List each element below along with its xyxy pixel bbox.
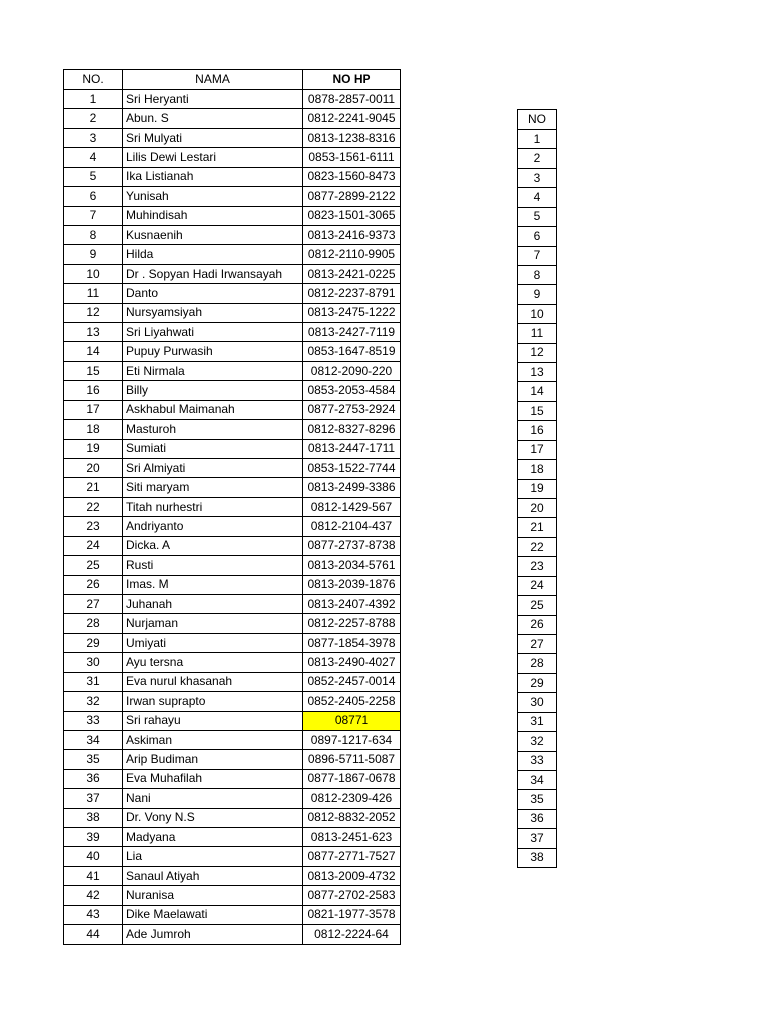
contact-name: Nuranisa — [123, 886, 303, 905]
table-row — [64, 225, 401, 244]
phone-number: 0813-2451-623 — [303, 828, 401, 847]
table-row — [64, 206, 401, 225]
contact-name: Irwan suprapto — [123, 692, 303, 711]
number-row — [518, 479, 557, 498]
number-cell: 27 — [518, 634, 557, 653]
number-cell: 17 — [518, 440, 557, 459]
phone-number: 0813-2009-4732 — [303, 866, 401, 885]
number-row — [518, 149, 557, 168]
table-row — [64, 459, 401, 478]
contact-name: Kusnaenih — [123, 225, 303, 244]
table-row — [64, 439, 401, 458]
number-row — [518, 634, 557, 653]
number-row — [518, 265, 557, 284]
phone-number: 0852-2405-2258 — [303, 692, 401, 711]
number-row — [518, 285, 557, 304]
contact-name: Dr . Sopyan Hadi Irwansayah — [123, 264, 303, 283]
contact-name: Sri Mulyati — [123, 128, 303, 147]
contact-name: Sanaul Atiyah — [123, 866, 303, 885]
phone-number: 0813-2039-1876 — [303, 575, 401, 594]
number-cell: 33 — [518, 751, 557, 770]
number-row — [518, 246, 557, 265]
number-cell: 5 — [518, 207, 557, 226]
row-number: 13 — [64, 323, 123, 342]
number-cell: 38 — [518, 848, 557, 867]
number-cell: 15 — [518, 401, 557, 420]
phone-number: 0813-2427-7119 — [303, 323, 401, 342]
header-no: NO. — [64, 70, 123, 90]
row-number: 7 — [64, 206, 123, 225]
number-cell: 21 — [518, 518, 557, 537]
row-number: 40 — [64, 847, 123, 866]
number-row — [518, 654, 557, 673]
contact-name: Dike Maelawati — [123, 905, 303, 924]
phone-number: 0813-2416-9373 — [303, 225, 401, 244]
number-cell: 22 — [518, 537, 557, 556]
table-row — [64, 148, 401, 167]
contact-name: Juhanah — [123, 594, 303, 613]
table-row — [64, 633, 401, 652]
table-row — [64, 886, 401, 905]
number-row — [518, 596, 557, 615]
number-header-row — [518, 110, 557, 130]
contact-name: Sri Liyahwati — [123, 323, 303, 342]
phone-number: 0853-1561-6111 — [303, 148, 401, 167]
number-cell: 26 — [518, 615, 557, 634]
phone-number: 0812-2257-8788 — [303, 614, 401, 633]
row-number: 38 — [64, 808, 123, 827]
number-row — [518, 421, 557, 440]
row-number: 5 — [64, 167, 123, 186]
table-row — [64, 381, 401, 400]
number-cell: 7 — [518, 246, 557, 265]
phone-number: 0812-2241-9045 — [303, 109, 401, 128]
contact-name: Danto — [123, 284, 303, 303]
number-cell: 14 — [518, 382, 557, 401]
contact-name: Nani — [123, 789, 303, 808]
header-row — [64, 70, 401, 90]
table-row — [64, 323, 401, 342]
number-cell: 18 — [518, 460, 557, 479]
table-row — [64, 420, 401, 439]
phone-number: 0877-1854-3978 — [303, 633, 401, 652]
contact-name: Askhabul Maimanah — [123, 400, 303, 419]
number-cell: 31 — [518, 712, 557, 731]
phone-number: 0823-1501-3065 — [303, 206, 401, 225]
number-row — [518, 732, 557, 751]
phone-number: 0813-2490-4027 — [303, 653, 401, 672]
row-number: 14 — [64, 342, 123, 361]
number-row — [518, 168, 557, 187]
phone-number: 0877-2702-2583 — [303, 886, 401, 905]
number-cell: 29 — [518, 673, 557, 692]
table-row — [64, 497, 401, 516]
table-row — [64, 905, 401, 924]
number-row — [518, 770, 557, 789]
row-number: 44 — [64, 925, 123, 944]
number-cell: 20 — [518, 499, 557, 518]
contact-name: Sri Almiyati — [123, 459, 303, 478]
number-cell: 4 — [518, 188, 557, 207]
row-number: 20 — [64, 459, 123, 478]
header-nama: NAMA — [123, 70, 303, 90]
row-number: 34 — [64, 730, 123, 749]
phone-number: 0853-1522-7744 — [303, 459, 401, 478]
contact-name: Umiyati — [123, 633, 303, 652]
phone-number: 0812-2309-426 — [303, 789, 401, 808]
table-row — [64, 769, 401, 788]
number-cell: 8 — [518, 265, 557, 284]
number-row — [518, 304, 557, 323]
phone-number: 0813-2421-0225 — [303, 264, 401, 283]
table-row — [64, 187, 401, 206]
phone-number: 0812-8832-2052 — [303, 808, 401, 827]
phone-number: 0852-2457-0014 — [303, 672, 401, 691]
table-row — [64, 866, 401, 885]
row-number: 3 — [64, 128, 123, 147]
row-number: 15 — [64, 361, 123, 380]
number-cell: 10 — [518, 304, 557, 323]
number-cell: 36 — [518, 809, 557, 828]
phone-number: 0813-2475-1222 — [303, 303, 401, 322]
contact-name: Arip Budiman — [123, 750, 303, 769]
number-header: NO — [518, 110, 557, 130]
number-cell: 11 — [518, 324, 557, 343]
row-number: 22 — [64, 497, 123, 516]
row-number: 43 — [64, 905, 123, 924]
table-row — [64, 167, 401, 186]
phone-number: 0813-2447-1711 — [303, 439, 401, 458]
number-row — [518, 227, 557, 246]
phone-number: 0812-2224-64 — [303, 925, 401, 944]
number-cell: 1 — [518, 130, 557, 149]
number-cell: 30 — [518, 693, 557, 712]
number-row — [518, 712, 557, 731]
phone-number: 0853-1647-8519 — [303, 342, 401, 361]
phone-number: 0813-1238-8316 — [303, 128, 401, 147]
number-row — [518, 440, 557, 459]
contact-name: Rusti — [123, 556, 303, 575]
contact-table-body — [64, 90, 401, 945]
contact-name: Yunisah — [123, 187, 303, 206]
contact-name: Nurjaman — [123, 614, 303, 633]
number-cell: 37 — [518, 829, 557, 848]
row-number: 41 — [64, 866, 123, 885]
row-number: 2 — [64, 109, 123, 128]
table-row — [64, 789, 401, 808]
number-row — [518, 809, 557, 828]
row-number: 12 — [64, 303, 123, 322]
row-number: 29 — [64, 633, 123, 652]
table-row — [64, 517, 401, 536]
row-number: 36 — [64, 769, 123, 788]
row-number: 19 — [64, 439, 123, 458]
number-row — [518, 693, 557, 712]
row-number: 21 — [64, 478, 123, 497]
number-cell: 16 — [518, 421, 557, 440]
number-cell: 6 — [518, 227, 557, 246]
table-row — [64, 264, 401, 283]
contact-name: Eva Muhafilah — [123, 769, 303, 788]
phone-number: 0812-2104-437 — [303, 517, 401, 536]
row-number: 26 — [64, 575, 123, 594]
phone-number: 0821-1977-3578 — [303, 905, 401, 924]
number-row — [518, 207, 557, 226]
table-row — [64, 847, 401, 866]
row-number: 37 — [64, 789, 123, 808]
number-row — [518, 499, 557, 518]
row-number: 32 — [64, 692, 123, 711]
number-row — [518, 518, 557, 537]
contact-table — [63, 69, 401, 945]
row-number: 39 — [64, 828, 123, 847]
row-number: 42 — [64, 886, 123, 905]
table-row — [64, 478, 401, 497]
number-row — [518, 537, 557, 556]
row-number: 25 — [64, 556, 123, 575]
contact-name: Ayu tersna — [123, 653, 303, 672]
table-row — [64, 692, 401, 711]
number-cell: 2 — [518, 149, 557, 168]
number-cell: 9 — [518, 285, 557, 304]
contact-name: Dr. Vony N.S — [123, 808, 303, 827]
contact-name: Eva nurul khasanah — [123, 672, 303, 691]
table-row — [64, 653, 401, 672]
contact-name: Dicka. A — [123, 536, 303, 555]
row-number: 31 — [64, 672, 123, 691]
contact-name: Hilda — [123, 245, 303, 264]
contact-name: Askiman — [123, 730, 303, 749]
table-row — [64, 808, 401, 827]
number-row — [518, 576, 557, 595]
phone-number: 0853-2053-4584 — [303, 381, 401, 400]
table-row — [64, 109, 401, 128]
row-number: 28 — [64, 614, 123, 633]
row-number: 10 — [64, 264, 123, 283]
table-row — [64, 556, 401, 575]
row-number: 17 — [64, 400, 123, 419]
number-row — [518, 848, 557, 867]
phone-number: 0813-2034-5761 — [303, 556, 401, 575]
contact-name: Lilis Dewi Lestari — [123, 148, 303, 167]
contact-name: Sri Heryanti — [123, 90, 303, 109]
table-row — [64, 128, 401, 147]
table-row — [64, 303, 401, 322]
contact-name: Eti Nirmala — [123, 361, 303, 380]
number-row — [518, 615, 557, 634]
contact-name: Pupuy Purwasih — [123, 342, 303, 361]
phone-number: 0877-2899-2122 — [303, 187, 401, 206]
table-row — [64, 750, 401, 769]
number-row — [518, 363, 557, 382]
number-table-body — [518, 130, 557, 868]
number-row — [518, 751, 557, 770]
number-cell: 25 — [518, 596, 557, 615]
table-row — [64, 536, 401, 555]
contact-name: Muhindisah — [123, 206, 303, 225]
row-number: 35 — [64, 750, 123, 769]
table-row — [64, 342, 401, 361]
number-cell: 3 — [518, 168, 557, 187]
table-row — [64, 614, 401, 633]
phone-number: 0877-2771-7527 — [303, 847, 401, 866]
phone-number: 0812-2237-8791 — [303, 284, 401, 303]
phone-number: 0812-2090-220 — [303, 361, 401, 380]
contact-name: Andriyanto — [123, 517, 303, 536]
table-row — [64, 284, 401, 303]
contact-name: Ade Jumroh — [123, 925, 303, 944]
contact-name: Billy — [123, 381, 303, 400]
contact-name: Masturoh — [123, 420, 303, 439]
phone-number: 0813-2499-3386 — [303, 478, 401, 497]
contact-name: Lia — [123, 847, 303, 866]
number-cell: 19 — [518, 479, 557, 498]
contact-name: Madyana — [123, 828, 303, 847]
phone-number: 0896-5711-5087 — [303, 750, 401, 769]
number-row — [518, 460, 557, 479]
contact-name: Imas. M — [123, 575, 303, 594]
table-row — [64, 711, 401, 730]
contact-name: Abun. S — [123, 109, 303, 128]
row-number: 30 — [64, 653, 123, 672]
number-row — [518, 130, 557, 149]
number-row — [518, 382, 557, 401]
row-number: 33 — [64, 711, 123, 730]
row-number: 27 — [64, 594, 123, 613]
number-row — [518, 188, 557, 207]
phone-number: 0813-2407-4392 — [303, 594, 401, 613]
number-row — [518, 829, 557, 848]
table-row — [64, 672, 401, 691]
row-number: 6 — [64, 187, 123, 206]
number-cell: 13 — [518, 363, 557, 382]
number-row — [518, 401, 557, 420]
number-cell: 35 — [518, 790, 557, 809]
row-number: 1 — [64, 90, 123, 109]
row-number: 11 — [64, 284, 123, 303]
phone-number: 0877-2737-8738 — [303, 536, 401, 555]
table-row — [64, 828, 401, 847]
phone-number: 0897-1217-634 — [303, 730, 401, 749]
phone-number: 08771 — [303, 711, 401, 730]
phone-number: 0812-1429-567 — [303, 497, 401, 516]
contact-name: Nursyamsiyah — [123, 303, 303, 322]
number-row — [518, 557, 557, 576]
table-row — [64, 90, 401, 109]
number-cell: 12 — [518, 343, 557, 362]
row-number: 16 — [64, 381, 123, 400]
phone-number: 0877-2753-2924 — [303, 400, 401, 419]
contact-name: Sri rahayu — [123, 711, 303, 730]
number-cell: 34 — [518, 770, 557, 789]
row-number: 8 — [64, 225, 123, 244]
number-cell: 24 — [518, 576, 557, 595]
number-table — [517, 109, 557, 868]
number-cell: 28 — [518, 654, 557, 673]
phone-number: 0812-8327-8296 — [303, 420, 401, 439]
contact-name: Sumiati — [123, 439, 303, 458]
phone-number: 0823-1560-8473 — [303, 167, 401, 186]
table-row — [64, 594, 401, 613]
table-row — [64, 245, 401, 264]
number-row — [518, 790, 557, 809]
row-number: 9 — [64, 245, 123, 264]
phone-number: 0877-1867-0678 — [303, 769, 401, 788]
number-cell: 23 — [518, 557, 557, 576]
table-row — [64, 361, 401, 380]
number-cell: 32 — [518, 732, 557, 751]
contact-name: Siti maryam — [123, 478, 303, 497]
row-number: 18 — [64, 420, 123, 439]
table-row — [64, 730, 401, 749]
table-row — [64, 400, 401, 419]
table-row — [64, 575, 401, 594]
row-number: 23 — [64, 517, 123, 536]
table-row — [64, 925, 401, 944]
contact-name: Ika Listianah — [123, 167, 303, 186]
row-number: 24 — [64, 536, 123, 555]
phone-number: 0812-2110-9905 — [303, 245, 401, 264]
phone-number: 0878-2857-0011 — [303, 90, 401, 109]
number-row — [518, 343, 557, 362]
number-row — [518, 324, 557, 343]
contact-name: Titah nurhestri — [123, 497, 303, 516]
number-row — [518, 673, 557, 692]
header-no-hp: NO HP — [303, 70, 401, 90]
row-number: 4 — [64, 148, 123, 167]
